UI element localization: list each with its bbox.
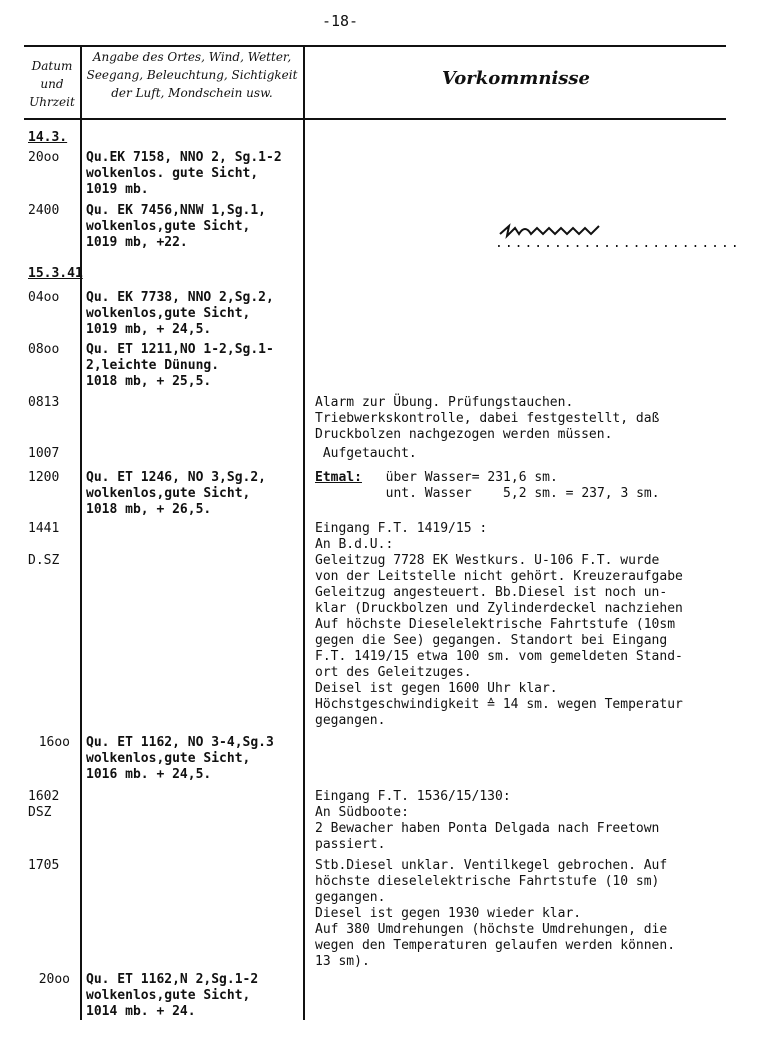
event-entry: Eingang F.T. 1536/15/130: An Südboote: 2 Bewacher haben Ponta Delgada nach Freetown passiert. (315, 789, 660, 852)
date-heading: 15.3.41 (28, 266, 83, 281)
weather-entry: Qu. ET 1211,NO 1-2,Sg.1- 2,leichte Dünung. 1018 mb, + 25,5. (86, 342, 274, 389)
entry-time: 08oo (28, 342, 60, 357)
weather-entry: Qu. ET 1162, NO 3-4,Sg.3 wolkenlos,gute Sicht, 1016 mb. + 24,5. (86, 735, 274, 782)
entry-time: 0813 (28, 395, 60, 410)
entry-time: 1441 D.SZ (28, 521, 60, 568)
entry-time: 1007 (28, 446, 60, 461)
entry-time: 20oo (38, 972, 70, 987)
entry-time: 1602 DSZ (28, 789, 60, 820)
weather-entry: Qu.EK 7158, NNO 2, Sg.1-2 wolkenlos. gute Sicht, 1019 mb. (86, 150, 282, 197)
header-date: Datum und Uhrzeit (29, 59, 75, 109)
weather-entry: Qu. EK 7738, NNO 2,Sg.2, wolkenlos,gute Sicht, 1019 mb, + 24,5. (86, 290, 274, 337)
weather-entry: Qu. ET 1162,N 2,Sg.1-2 wolkenlos,gute Sicht, 1014 mb. + 24. (86, 972, 259, 1019)
page-number: -18- (321, 12, 359, 30)
etmal-label: Etmal: (315, 470, 362, 485)
entry-time: 1705 (28, 858, 60, 873)
entry-time: 1200 (28, 470, 60, 485)
table-top-rule (24, 45, 726, 47)
entry-time: 04oo (28, 290, 60, 305)
signature-dots: ......................... (495, 236, 741, 251)
date-heading: 14.3. (28, 130, 68, 145)
event-entry: über Wasser= 231,6 sm. unt. Wasser 5,2 sm. = 237, 3 sm. (385, 470, 660, 501)
entry-time: 16oo (38, 735, 70, 750)
entry-time: 20oo (28, 150, 60, 165)
weather-entry: Qu. ET 1246, NO 3,Sg.2, wolkenlos,gute Sicht, 1018 mb, + 26,5. (86, 470, 267, 517)
header-events: Vorkommnisse (441, 68, 591, 89)
event-entry: Eingang F.T. 1419/15 : An B.d.U.: Geleitzug 7728 EK Westkurs. U-106 F.T. wurde von der Leitstelle nicht gehört. Kreuzeraufgabe Geleitzug angesteuert. Bb.Diesel ist noch un- klar (Druckbolzen und Zylinderdeckel nachziehen Auf höchste Dieselelektrische Fahrtstufe (10sm gegen die See) gegangen. Standort bei Eingang F.T. 1419/15 etwa 100 sm. vom gemeldeten Stand- ort des Geleitzuges. Deisel ist gegen 1600 Uhr klar. Höchstgeschwindigkeit ≙ 14 sm. wegen Temperatur gegangen. (315, 521, 683, 728)
weather-entry: Qu. EK 7456,NNW 1,Sg.1, wolkenlos,gute Sicht, 1019 mb, +22. (86, 203, 267, 250)
entry-time: 2400 (28, 203, 60, 218)
event-entry: Stb.Diesel unklar. Ventilkegel gebrochen. Auf höchste dieselelektrische Fahrtstufe (10 sm) gegangen. Diesel ist gegen 1930 wieder klar. Auf 380 Umdrehungen (höchste Umdrehungen, die wegen den Temperaturen gelaufen werden können. 13 sm). (315, 858, 676, 969)
event-entry: Alarm zur Übung. Prüfungstauchen. Triebwerkskontrolle, dabei festgestellt, daß Druckbolzen nachgezogen werden müssen. (315, 395, 660, 442)
header-place: Angabe des Ortes, Wind, Wetter, Seegang, Beleuchtung, Sichtigkeit der Luft, Mondschein usw. (86, 50, 298, 100)
event-entry: Aufgetaucht. (315, 446, 417, 461)
header-rule (24, 118, 726, 120)
